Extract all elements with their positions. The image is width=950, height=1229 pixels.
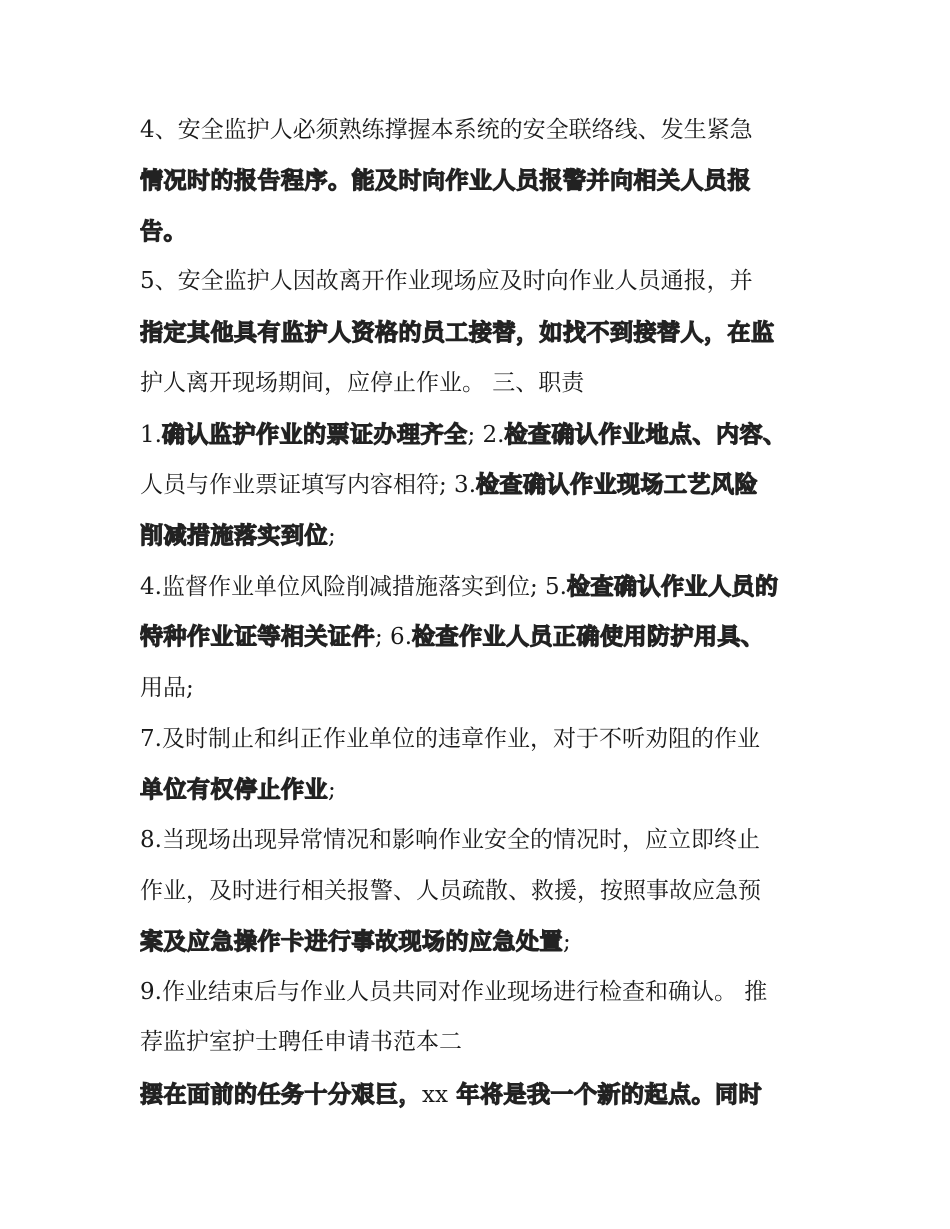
text-run: 确认监护作业的票证办理齐全 xyxy=(161,421,468,448)
text-run: 摆在面前的任务十分艰巨， xyxy=(140,1081,422,1108)
text-run: 检查作业人员正确使用防护用具、 xyxy=(412,623,765,650)
text-line xyxy=(140,622,820,652)
text-run: 4.监督作业单位风险削减措施落实到位; 5. xyxy=(140,574,567,600)
text-run: xx xyxy=(422,1082,448,1108)
text-line xyxy=(140,470,820,500)
text-run: 检查确认作业人员的 xyxy=(566,573,779,600)
text-line xyxy=(140,266,820,296)
text-line xyxy=(140,115,820,145)
text-line xyxy=(140,1027,820,1057)
text-run: 8.当现场出现异常情况和影响作业安全的情况时，应立即终止 xyxy=(140,827,760,853)
text-line xyxy=(140,572,820,602)
text-run: ; 6. xyxy=(375,624,413,650)
text-run: 人员与作业票证填写内容相符; 3. xyxy=(140,472,477,498)
text-run: 案及应急操作卡进行事故现场的应急处置 xyxy=(140,928,563,955)
text-line xyxy=(140,775,820,805)
text-run: 作业，及时进行相关报警、人员疏散、救援，按照事故应急预 xyxy=(140,878,761,904)
text-run: 削减措施落实到位 xyxy=(140,522,328,549)
text-line xyxy=(140,977,820,1007)
text-run: 9.作业结束后与作业人员共同对作业现场进行检查和确认。 推 xyxy=(140,979,768,1005)
text-run: 特种作业证等相关证件 xyxy=(140,623,375,650)
text-run: ; xyxy=(328,523,336,549)
text-line xyxy=(140,166,820,196)
text-line xyxy=(140,521,820,551)
text-line xyxy=(140,825,820,855)
text-run: ; 2. xyxy=(467,422,505,448)
text-run: 5、安全监护人因故离开作业现场应及时向作业人员通报，并 xyxy=(140,268,753,294)
text-run: ; xyxy=(328,777,336,803)
text-run: 护人离开现场期间，应停止作业。 三、职责 xyxy=(140,370,585,396)
text-run: 7.及时制止和纠正作业单位的违章作业，对于不听劝阻的作业 xyxy=(140,726,760,752)
text-run: 用品; xyxy=(140,675,194,701)
text-run: ; xyxy=(563,929,571,955)
text-line xyxy=(140,368,820,398)
text-line xyxy=(140,724,820,754)
text-line xyxy=(140,673,820,703)
text-run: 1. xyxy=(140,422,162,448)
text-run: 荐监护室护士聘任申请书范本二 xyxy=(140,1029,462,1055)
text-line xyxy=(140,318,820,348)
text-line xyxy=(140,217,820,247)
text-run: 情况时的报告程序。能及时向作业人员报警并向相关人员报 xyxy=(140,167,751,194)
text-run: 检查确认作业地点、内容、 xyxy=(504,421,787,448)
text-run: 告。 xyxy=(140,218,187,245)
text-line xyxy=(140,927,820,957)
text-run: 指定其他具有监护人资格的员工接替，如找不到接替人，在监 xyxy=(140,319,775,346)
text-run: 4、安全监护人必须熟练撑握本系统的安全联络线、发生紧急 xyxy=(140,117,753,143)
text-line xyxy=(140,1080,820,1110)
text-line xyxy=(140,420,820,450)
text-run: 单位有权停止作业 xyxy=(140,776,328,803)
text-line xyxy=(140,876,820,906)
text-run: 年将是我一个新的起点。同时 xyxy=(447,1081,762,1108)
text-run: 检查确认作业现场工艺风险 xyxy=(476,471,759,498)
